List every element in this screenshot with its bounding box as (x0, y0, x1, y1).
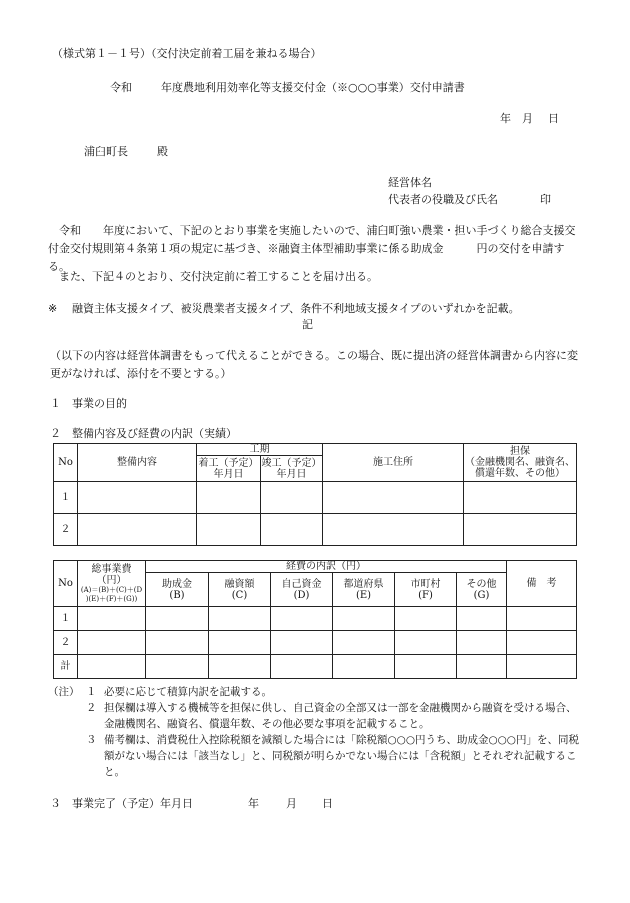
subsidy-label: 助成金 (162, 578, 192, 590)
note-number: １ (86, 686, 97, 698)
document-title: 年度農地利用効率化等支援交付金（※○○○事業）交付申請書 (161, 81, 465, 94)
addressee-name: 浦臼町長 (84, 145, 128, 158)
era-label: 令和 (110, 81, 132, 94)
col-breakdown: 経費の内訳（円） (146, 561, 507, 573)
representative-label: 代表者の役職及び氏名 (388, 193, 498, 206)
total-cell[interactable] (78, 607, 146, 631)
prefecture-cell[interactable] (333, 655, 395, 679)
loan-cell[interactable] (209, 655, 271, 679)
own-funds-code: (D) (293, 589, 310, 601)
total-cell[interactable] (78, 655, 146, 679)
municipality-code: (F) (418, 589, 433, 601)
loan-cell[interactable] (209, 607, 271, 631)
prefecture-cell[interactable] (333, 607, 395, 631)
other-label: その他 (466, 578, 497, 590)
subsidy-cell[interactable] (146, 655, 209, 679)
col-remarks: 備 考 (507, 561, 577, 607)
collateral-cell[interactable] (464, 482, 577, 514)
subsidy-code: (B) (169, 589, 185, 601)
col-subsidy (146, 573, 209, 607)
site-address-cell[interactable] (323, 514, 464, 546)
other-code: (G) (473, 589, 490, 601)
col-site-address: 施工住所 (323, 444, 464, 482)
site-address-cell[interactable] (323, 482, 464, 514)
end-label: 竣工（予定） (261, 457, 322, 469)
start-date-cell[interactable] (197, 514, 261, 546)
col-start-date (197, 456, 261, 482)
start-sub: 年月日 (213, 468, 244, 480)
municipality-cell[interactable] (395, 655, 457, 679)
municipality-cell[interactable] (395, 631, 457, 655)
total-formula-2: )(E)＋(F)＋(G)) (85, 594, 138, 603)
notes-lead: （注） (48, 686, 80, 698)
note-number: ２ (86, 702, 97, 714)
collateral-sub2: 償還年数、その他） (475, 468, 565, 479)
form-number: （様式第１－１号）（交付決定前着工届を兼ねる場合） (52, 47, 322, 60)
col-no: No (54, 444, 78, 482)
other-cell[interactable] (457, 631, 507, 655)
note-item (48, 700, 582, 732)
row-number: １ (54, 482, 78, 514)
section-2-heading: ２ 整備内容及び経費の内訳（実績） (50, 427, 237, 440)
work-content-table (53, 443, 577, 546)
own-funds-cell[interactable] (271, 631, 333, 655)
end-sub: 年月日 (276, 468, 307, 480)
col-other (457, 573, 507, 607)
section-3-heading: ３ 事業完了（予定）年月日 (50, 797, 193, 810)
col-loan (209, 573, 271, 607)
subsidy-cell[interactable] (146, 607, 209, 631)
notes-block (48, 684, 582, 780)
table-row (54, 514, 577, 546)
loan-code: (C) (231, 589, 248, 601)
row-number: １ (54, 607, 78, 631)
col-collateral (464, 444, 577, 482)
entity-name-label: 経営体名 (388, 176, 432, 189)
note-text: 備考欄は、消費税仕入控除税額を減額した場合には「除税額○○○円うち、助成金○○○円」を、同税額がない場合には「該当なし」と、同税額が明らかでない場合には「含税額」とそれぞれ記載すること。 (104, 734, 579, 778)
other-cell[interactable] (457, 607, 507, 631)
col-total (78, 561, 146, 607)
remarks-cell[interactable] (507, 631, 577, 655)
expense-breakdown-table (53, 560, 577, 679)
completion-month: 月 (286, 797, 297, 810)
collateral-cell[interactable] (464, 514, 577, 546)
seal-mark: 印 (540, 193, 551, 206)
col-end-date (261, 456, 323, 482)
municipality-cell[interactable] (395, 607, 457, 631)
remarks-cell[interactable] (507, 655, 577, 679)
note-item (48, 684, 582, 700)
collateral-label: 担保 (510, 446, 530, 457)
own-funds-cell[interactable] (271, 655, 333, 679)
total-cell[interactable] (78, 631, 146, 655)
col-no: No (54, 561, 78, 607)
note-mark: ※ (48, 302, 58, 315)
total-label: 総事業費 (91, 563, 132, 575)
table-row (54, 607, 577, 631)
own-funds-cell[interactable] (271, 607, 333, 631)
start-label: 着工（予定） (198, 457, 259, 469)
col-period: 工期 (197, 444, 323, 456)
completion-day: 日 (322, 797, 333, 810)
collateral-sub1: （金融機関名、融資名、 (465, 457, 575, 468)
loan-cell[interactable] (209, 631, 271, 655)
note-text: 必要に応じて積算内訳を記載する。 (104, 686, 272, 698)
note-item (48, 732, 582, 780)
row-number: ２ (54, 514, 78, 546)
note-number: ３ (86, 734, 97, 746)
addressee-honorific: 殿 (157, 145, 168, 158)
own-funds-label: 自己資金 (281, 578, 322, 590)
table-row (54, 482, 577, 514)
substitute-note: （以下の内容は経営体調書をもって代えることができる。この場合、既に提出済の経営体調書から内容に変更がなければ、添付を不要とする。） (50, 349, 578, 380)
row-number: ２ (54, 631, 78, 655)
subsidy-cell[interactable] (146, 631, 209, 655)
completion-year: 年 (248, 797, 259, 810)
end-date-cell[interactable] (261, 482, 323, 514)
prefecture-code: (E) (355, 589, 372, 601)
note-text: 担保欄は導入する機械等を担保に供し、自己資金の全部又は一部を金融機関から融資を受ける場合、金融機関名、融資名、償還年数、その他必要な事項を記載すること。 (104, 702, 577, 730)
prefecture-label: 都道府県 (343, 578, 384, 590)
prefecture-cell[interactable] (333, 631, 395, 655)
total-formula-1: (A)＝(B)＋(C)＋(D (80, 585, 143, 594)
work-content-cell[interactable] (78, 482, 197, 514)
notification-paragraph: また、下記４のとおり、交付決定前に着工することを届け出る。 (59, 270, 378, 283)
start-date-cell[interactable] (197, 482, 261, 514)
row-number: 計 (54, 655, 78, 679)
loan-label: 融資額 (224, 578, 255, 590)
date-day: 日 (548, 112, 559, 125)
table-row (54, 655, 577, 679)
total-unit: （円） (96, 574, 127, 586)
municipality-label: 市町村 (410, 578, 441, 590)
ki-label: 記 (302, 318, 313, 331)
section-1-heading: １ 事業の目的 (50, 397, 127, 410)
work-content-cell[interactable] (78, 514, 197, 546)
application-paragraph: 令和 年度において、下記のとおり事業を実施したいので、浦臼町強い農業・担い手づくり総合支援交付金交付規則第４条第１項の規定に基づき、※融資主体型補助事業に係る助成金 円の交付を申請する。 (48, 224, 576, 273)
col-work-content: 整備内容 (78, 444, 197, 482)
date-year: 年 (500, 112, 511, 125)
end-date-cell[interactable] (261, 514, 323, 546)
remarks-cell[interactable] (507, 607, 577, 631)
table-row (54, 631, 577, 655)
date-month: 月 (522, 112, 533, 125)
col-own-funds (271, 573, 333, 607)
type-note: 融資主体支援タイプ、被災農業者支援タイプ、条件不利地域支援タイプのいずれかを記載。 (72, 302, 520, 315)
other-cell[interactable] (457, 655, 507, 679)
col-municipality (395, 573, 457, 607)
col-prefecture (333, 573, 395, 607)
